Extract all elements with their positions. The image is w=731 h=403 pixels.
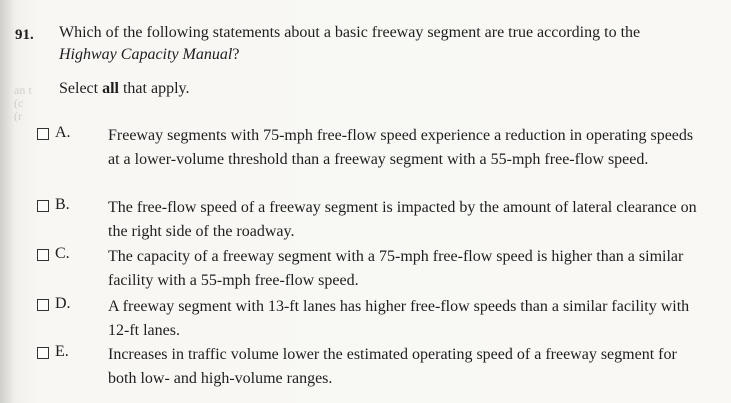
binding-shadow — [0, 0, 14, 403]
bleed-line: an t — [14, 83, 32, 97]
checkbox-d[interactable] — [37, 299, 49, 311]
instruction-emphasis: all — [102, 80, 119, 97]
option-letter: E. — [55, 343, 69, 360]
option-letter: A. — [55, 124, 71, 141]
option-text: Increases in traffic volume lower the estimated operating speed of a freeway segment for both low- and high-volume ranges. — [108, 346, 677, 387]
option-text: The capacity of a freeway segment with a 75-mph free-flow speed is higher than a similar facility with a 55-mph free-flow speed. — [108, 248, 684, 289]
checkbox-b[interactable] — [37, 200, 49, 212]
question-text — [59, 22, 699, 66]
question-text-before: Which of the following statements about a basic freeway segment are true according to the — [59, 24, 641, 41]
option-text: A freeway segment with 13-ft lanes has higher free-flow speeds than a similar facility with 12-ft lanes. — [108, 298, 690, 339]
instruction — [59, 80, 189, 98]
option-letter: B. — [55, 196, 70, 213]
option-text: The free-flow speed of a freeway segment is impacted by the amount of lateral clearance on the right side of the roadway. — [108, 199, 697, 240]
bleed-line: (r — [14, 109, 22, 123]
checkbox-c[interactable] — [37, 249, 49, 261]
checkbox-e[interactable] — [37, 347, 49, 359]
question-text-after: ? — [232, 46, 240, 63]
option-letter: D. — [55, 295, 71, 312]
instruction-before: Select — [59, 80, 103, 97]
checkbox-a[interactable] — [37, 128, 49, 140]
option-text: Freeway segments with 75-mph free-flow speed experience a reduction in operating speeds at a lower-volume threshold than a freeway segment with a 55-mph free-flow speed. — [108, 127, 694, 168]
source-title: Highway Capacity Manual — [59, 46, 233, 63]
option-letter: C. — [55, 245, 70, 262]
bleed-line: (c — [14, 96, 24, 110]
question-number: 91. — [15, 27, 34, 43]
instruction-after: that apply. — [118, 80, 190, 97]
